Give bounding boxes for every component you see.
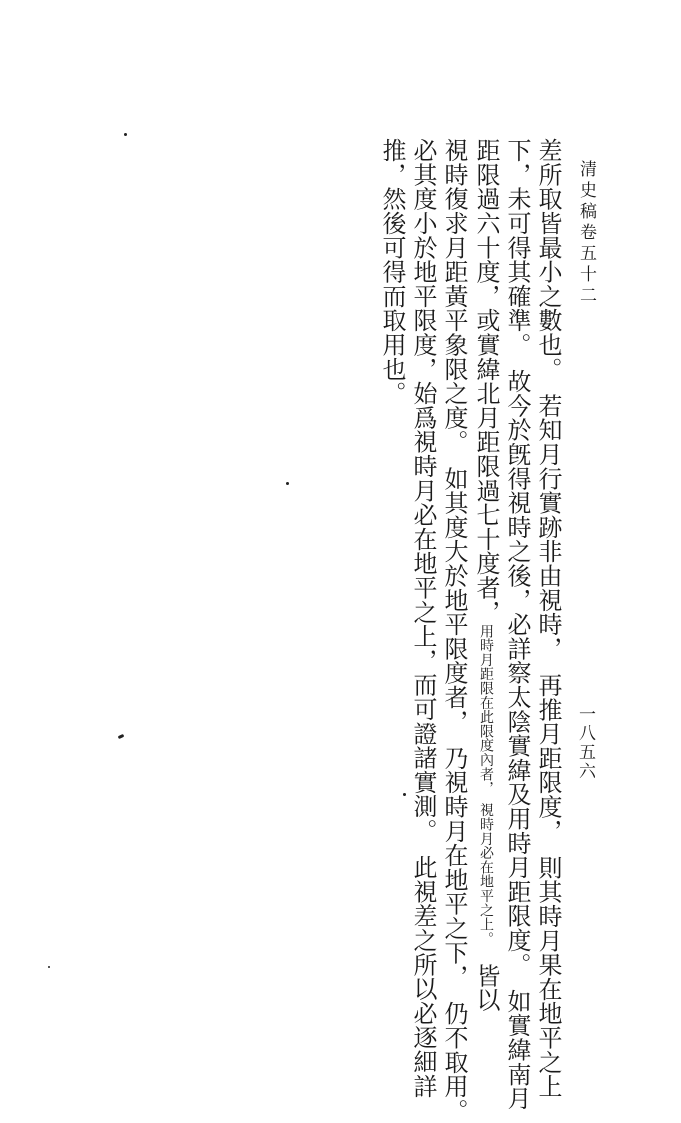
scan-speck (124, 133, 127, 136)
body-line-3-text: 距限過六十度，或實緯北月距限過七十度者， (472, 138, 500, 624)
body-line-4: 視時復求月距黃平象限之度。 如其度大於地平限度者， 乃視時月在地平之下， 仍不取用。 (440, 138, 468, 1123)
scan-speck (48, 966, 50, 968)
body-line-5: 必其度小於地平限度，始爲視時月必在地平之上，而可證諸實測。 此視差之所以必逐細詳 (409, 138, 437, 1098)
body-line-3 (474, 138, 498, 1012)
body-line-2: 下，未可得其確準。 故今於旣得視時之後，必詳察太陰實緯及用時月距限度。 如實緯南月 (503, 138, 531, 1111)
body-line-6: 推，然後可得而取用也。 (378, 138, 406, 406)
page-number: 一八五六 (575, 705, 595, 781)
interlinear-note: 用時月距限在此限度內者， 視時月必在地平之上。 (478, 624, 494, 939)
body-line-1: 差所取皆最小之數也。 若知月行實跡非由視時， 再推月距限度， 則其時月果在地平之上 (534, 138, 562, 1099)
scan-speck (403, 793, 406, 796)
scan-speck (286, 482, 289, 485)
scan-speck (118, 734, 125, 739)
running-title: 清史稿卷五十二 (576, 160, 596, 307)
body-line-3-tail: 皆以 (472, 938, 500, 1012)
